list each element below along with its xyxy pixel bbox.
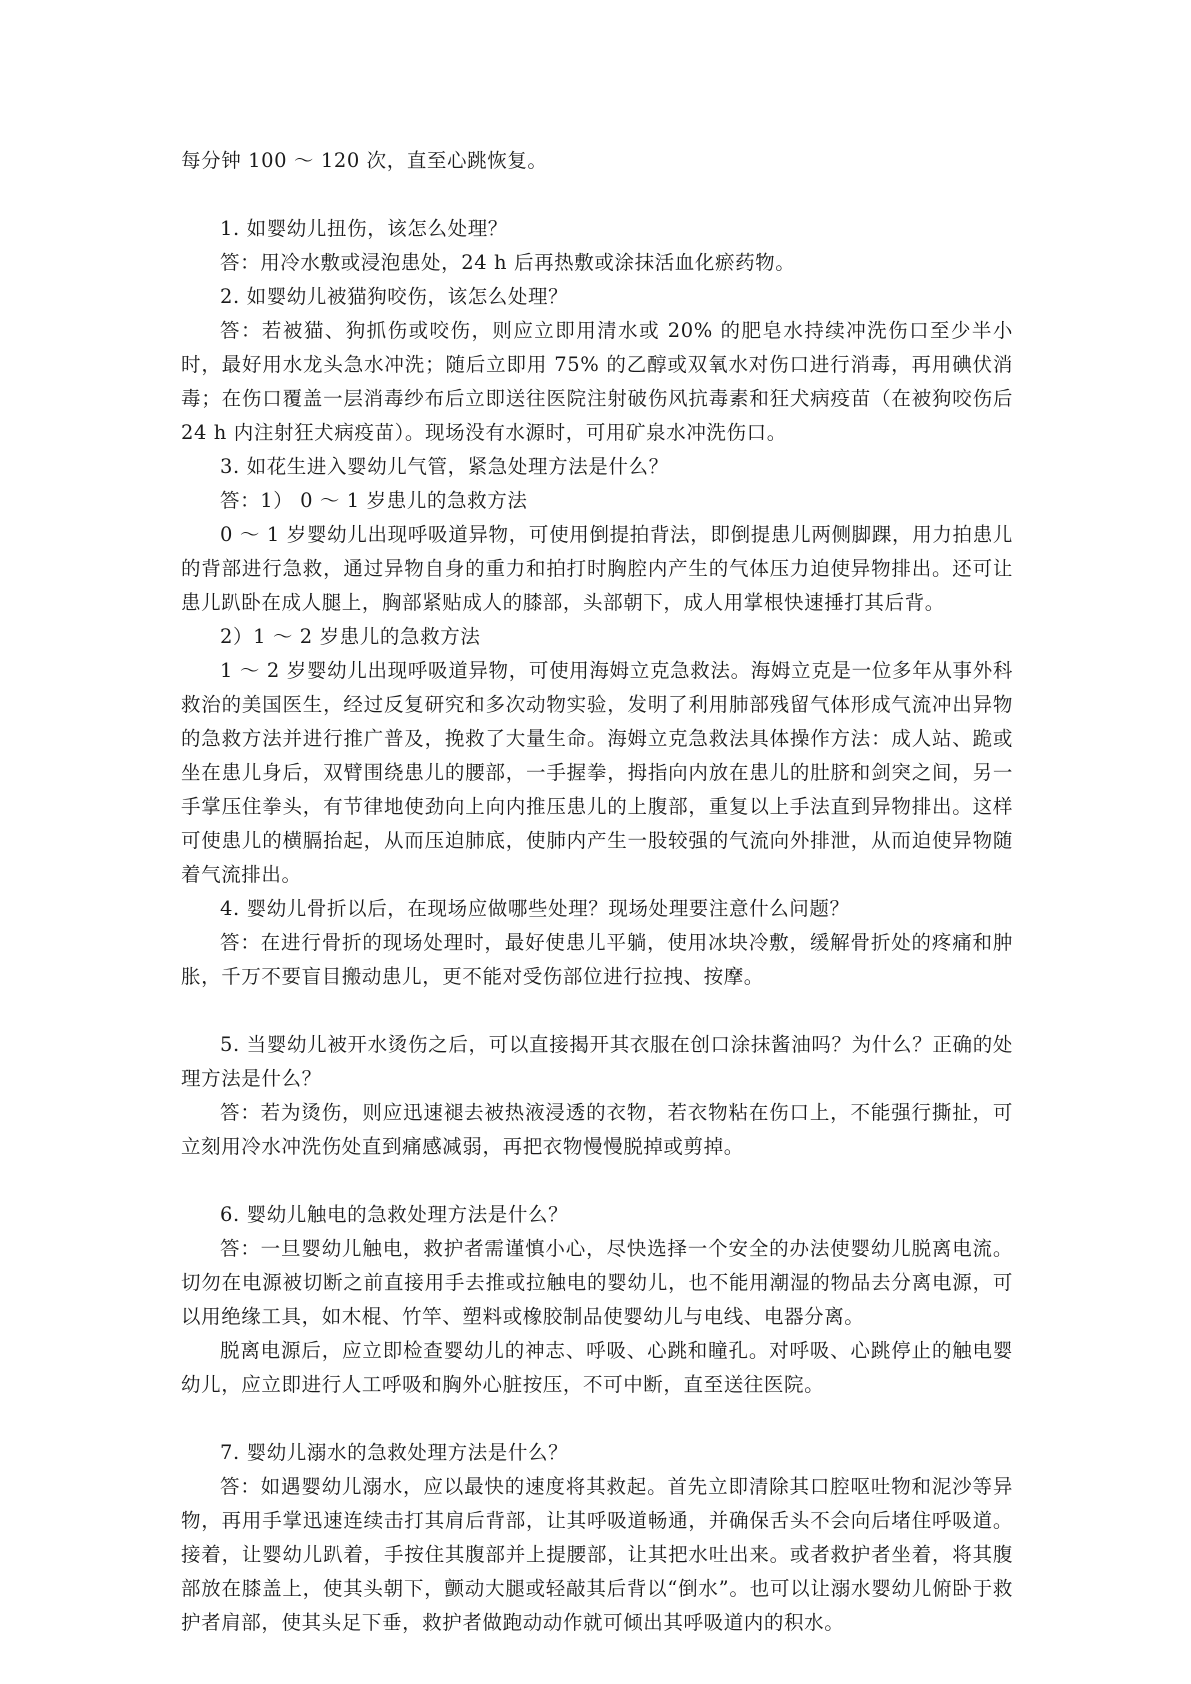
paragraph-gap [181, 178, 1013, 212]
paragraph: 答：1） 0 ～ 1 岁患儿的急救方法 [220, 489, 528, 512]
paragraph: 答：一旦婴幼儿触电，救护者需谨慎小心，尽快选择一个安全的办法使婴幼儿脱离电流。切勿在电源被切断之前直接用手去推或拉触电的婴幼儿，也不能用潮湿的物品去分离电源，可以用绝缘工具，如木棍、竹竿、塑料或橡胶制品使婴幼儿与电线、电器分离。 [181, 1237, 1013, 1328]
paragraph: 5. 当婴幼儿被开水烫伤之后，可以直接揭开其衣服在创口涂抹酱油吗？为什么？正确的处理方法是什么？ [181, 1033, 1013, 1090]
paragraph: 答：若为烫伤，则应迅速褪去被热液浸透的衣物，若衣物粘在伤口上，不能强行撕扯，可立刻用冷水冲洗伤处直到痛感减弱，再把衣物慢慢脱掉或剪掉。 [181, 1101, 1013, 1158]
paragraph-gap [181, 1164, 1013, 1198]
paragraph: 3. 如花生进入婴幼儿气管，紧急处理方法是什么？ [220, 455, 669, 478]
paragraph-gap [181, 994, 1013, 1028]
paragraph: 1 ～ 2 岁婴幼儿出现呼吸道异物，可使用海姆立克急救法。海姆立克是一位多年从事外科救治的美国医生，经过反复研究和多次动物实验，发明了利用肺部残留气体形成气流冲出异物的急救方法并进行推广普及，挽救了大量生命。海姆立克急救法具体操作方法：成人站、跪或坐在患儿身后，双臂围绕患儿的腰部，一手握拳，拇指向内放在患儿的肚脐和剑突之间，另一手掌压住拳头，有节律地使劲向上向内推压患儿的上腹部，重复以上手法直到异物排出。这样可使患儿的横膈抬起，从而压迫肺底，使肺内产生一股较强的气流向外排泄，从而迫使异物随着气流排出。 [181, 659, 1013, 886]
paragraph: 每分钟 100 ～ 120 次，直至心跳恢复。 [181, 149, 548, 172]
paragraph: 答：如遇婴幼儿溺水，应以最快的速度将其救起。首先立即清除其口腔呕吐物和泥沙等异物，再用手掌迅速连续击打其肩后背部，让其呼吸道畅通，并确保舌头不会向后堵住呼吸道。接着，让婴幼儿趴着，手按住其腹部并上提腰部，让其把水吐出来。或者救护者坐着，将其腹部放在膝盖上，使其头朝下，颤动大腿或轻敲其后背以“倒水”。也可以让溺水婴幼儿俯卧于救护者肩部，使其头足下垂，救护者做跑动动作就可倾出其呼吸道内的积水。 [181, 1475, 1013, 1634]
paragraph: 1. 如婴幼儿扭伤，该怎么处理？ [220, 217, 508, 240]
paragraph: 答：在进行骨折的现场处理时，最好使患儿平躺，使用冰块冷敷，缓解骨折处的疼痛和肿胀，千万不要盲目搬动患儿，更不能对受伤部位进行拉拽、按摩。 [181, 931, 1013, 988]
document-body [181, 144, 1013, 1640]
paragraph: 答：若被猫、狗抓伤或咬伤，则应立即用清水或 20% 的肥皂水持续冲洗伤口至少半小时，最好用水龙头急水冲洗；随后立即用 75% 的乙醇或双氧水对伤口进行消毒，再用碘伏消毒；在伤口覆盖一层消毒纱布后立即送往医院注射破伤风抗毒素和狂犬病疫苗（在被狗咬伤后 24 h 内注射狂犬病疫苗）。现场没有水源时，可用矿泉水冲洗伤口。 [181, 319, 1013, 444]
paragraph: 脱离电源后，应立即检查婴幼儿的神志、呼吸、心跳和瞳孔。对呼吸、心跳停止的触电婴幼儿，应立即进行人工呼吸和胸外心脏按压，不可中断，直至送往医院。 [181, 1339, 1013, 1396]
paragraph: 7. 婴幼儿溺水的急救处理方法是什么？ [220, 1441, 569, 1464]
paragraph: 0 ～ 1 岁婴幼儿出现呼吸道异物，可使用倒提拍背法，即倒提患儿两侧脚踝，用力拍患儿的背部进行急救，通过异物自身的重力和拍打时胸腔内产生的气体压力迫使异物排出。还可让患儿趴卧在成人腿上，胸部紧贴成人的膝部，头部朝下，成人用掌根快速捶打其后背。 [181, 523, 1013, 614]
paragraph: 4. 婴幼儿骨折以后，在现场应做哪些处理？现场处理要注意什么问题？ [220, 897, 850, 920]
paragraph: 6. 婴幼儿触电的急救处理方法是什么？ [220, 1203, 569, 1226]
paragraph: 2. 如婴幼儿被猫狗咬伤，该怎么处理？ [220, 285, 569, 308]
paragraph: 2）1 ～ 2 岁患儿的急救方法 [220, 625, 481, 648]
paragraph-gap [181, 1402, 1013, 1436]
paragraph: 答：用冷水敷或浸泡患处，24 h 后再热敷或涂抹活血化瘀药物。 [220, 251, 796, 274]
